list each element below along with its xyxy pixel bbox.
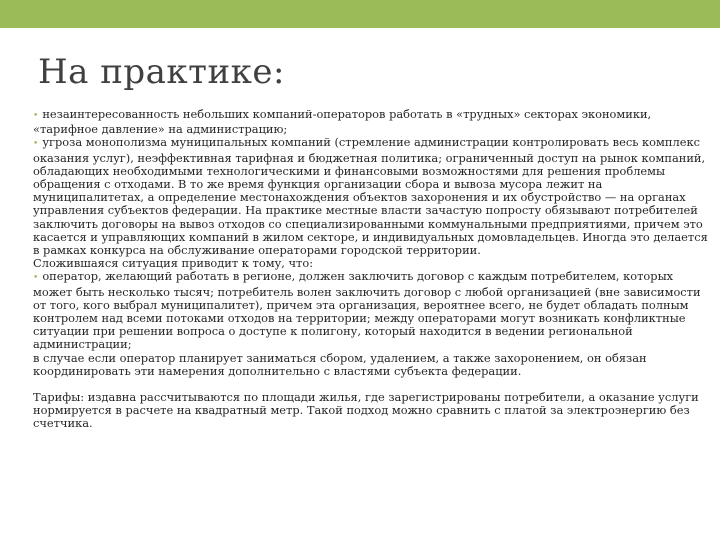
slide-body	[33, 108, 709, 431]
top-accent-bar	[0, 0, 720, 28]
tariffs-paragraph: Тарифы: издавна рассчитываются по площади жилья, где зарегистрированы потребители, а оказание услуги нормируется в расчете на квадратный метр. Такой подход можно сравнить с платой за электроэнергию без счетчика.	[33, 390, 699, 431]
paragraph-text: незаинтересованность небольших компаний-операторов работать в «трудных» секторах экономики, «тарифное давление» на администрацию;	[33, 107, 652, 137]
plain-paragraph-5: в случае если оператор планирует заниматься сбором, удалением, а также захоронением, он обязан координировать эти намерения дополнительно с властями субъекта федерации.	[33, 350, 647, 378]
slide-title: На практике:	[38, 52, 285, 92]
bullet-paragraph-4	[33, 270, 709, 351]
bullet-dot-icon: •	[33, 273, 39, 284]
paragraph-text: оператор, желающий работать в регионе, должен заключить договор с каждым потребителем, которых может быть несколько тысяч; потребитель волен заключить договор с любой организацией (вне зависимости от того, кого выбрал муниципалитет), причем эта организация, вероятнее всего, не будет обладать полным контролем над всеми потоками отходов на территории; между операторами могут возникать конфликтные ситуации при решении вопроса о доступе к полигону, который находится в ведении региональной администрации;	[33, 269, 701, 352]
paragraph-text: угроза монополизма муниципальных компаний (стремление администрации контролировать весь комплекс оказания услуг), неэффективная тарифная и бюджетная политика; ограниченный доступ на рынок компаний, обладающих необходимыми технологическими и финансовыми возможностями для решения проблемы обращения с отходами. В то же время функция организации сбора и вывоза мусора лежит на муниципалитетах, а определение местонахождения объектов захоронения и их обустройство — на органах управления субъектов федерации. На практике местные власти зачастую попросту обязывают потребителей заключить договоры на вывоз отходов со специализированными коммунальными предприятиями, причем это касается и управляющих компаний в жилом секторе, и индивидуальных домовладельцев. Иногда это делается в рамках конкурса на обслуживание операторами городской территории.	[33, 135, 708, 258]
bullet-paragraph-1	[33, 108, 709, 136]
bullet-paragraph-2	[33, 136, 709, 257]
plain-paragraph-3: Сложившаяся ситуация приводит к тому, что:	[33, 256, 314, 271]
bullet-dot-icon: •	[33, 111, 39, 121]
bullet-dot-icon: •	[33, 139, 39, 150]
